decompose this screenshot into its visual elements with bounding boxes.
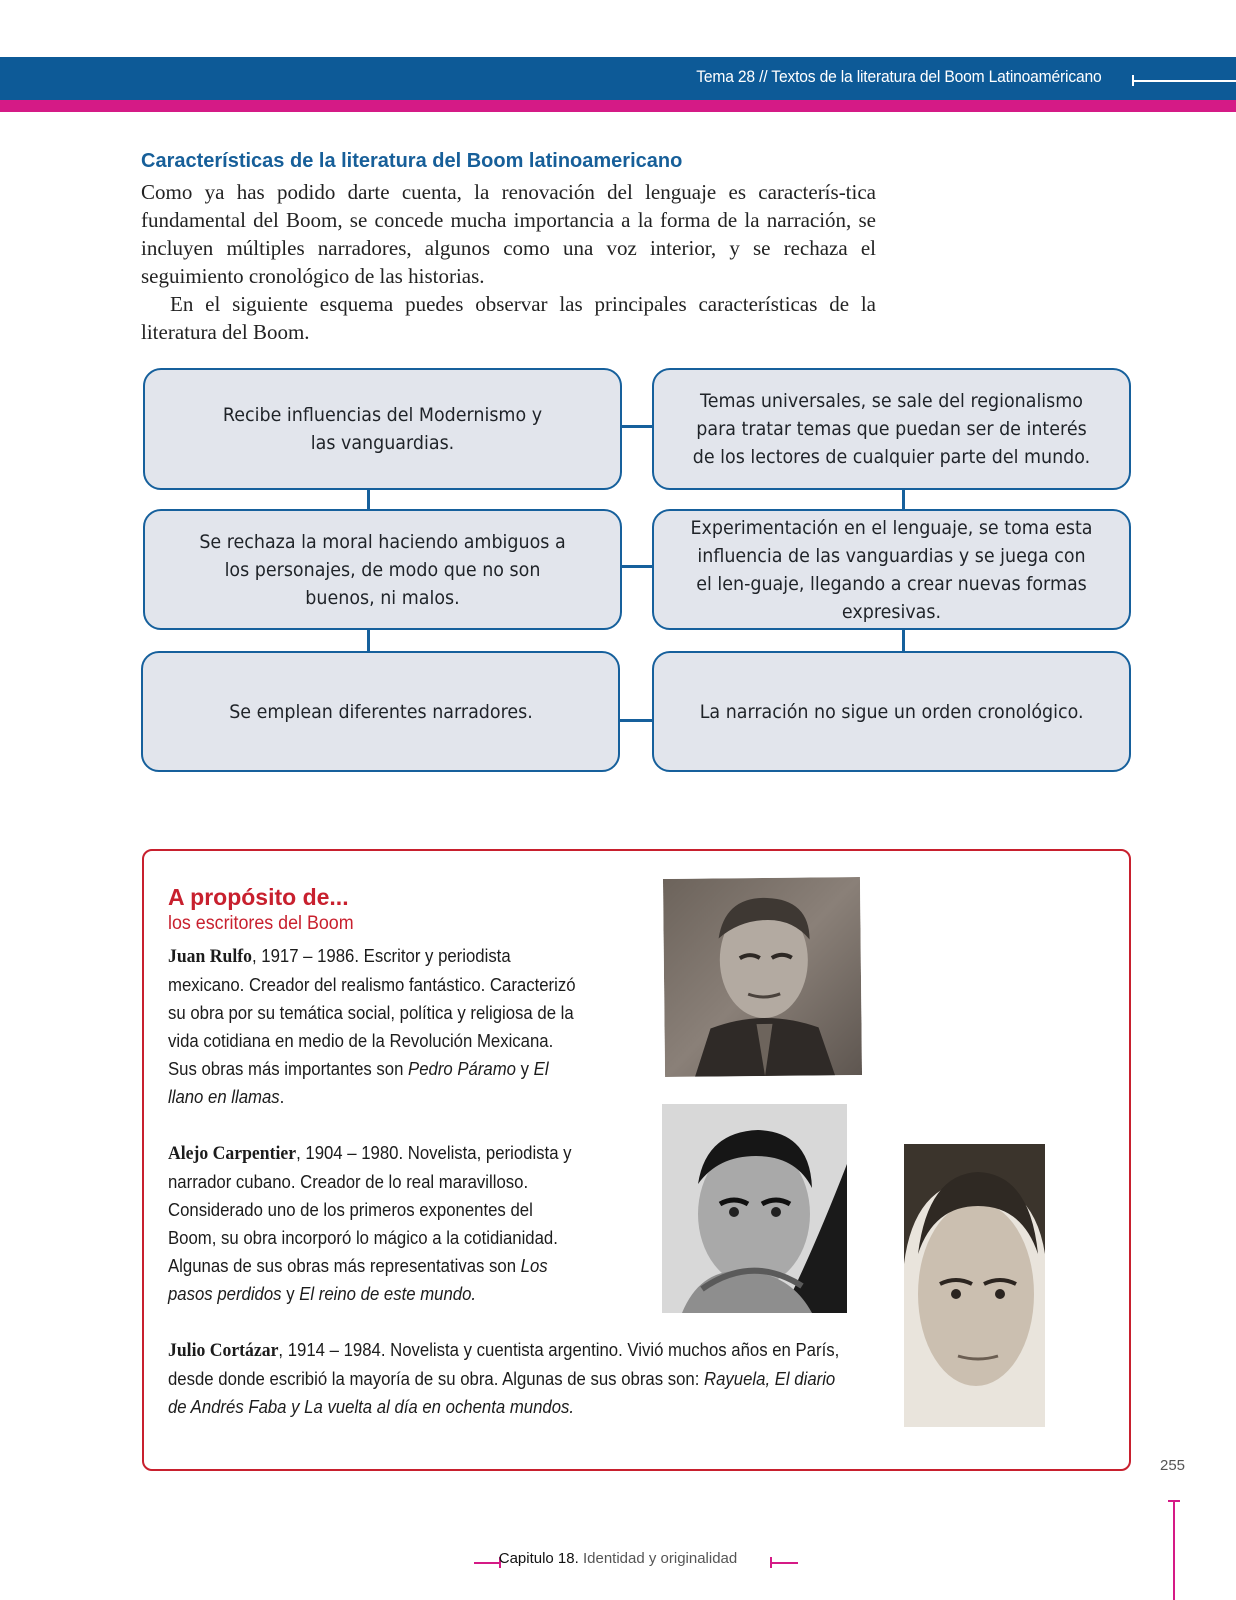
bio-rulfo-text: , 1917 – 1986. Escritor y periodista mexicano. Creador del realismo fantástico. Caracterizó su obra por su temática social, política y religiosa de la vida cotidiana en medio de la Revolución Mexicana. Sus obras más importantes son [168,946,576,1079]
section-heading: Características de la literatura del Boom latinoamericano [141,150,683,172]
bio-carpentier-work1: Los pasos perdidos [168,1256,548,1304]
footer-line-right [770,1562,798,1564]
page-number: 255 [1160,1457,1186,1474]
scheme-box-chronology-text: La narración no sigue un orden cronológico. [699,700,1084,723]
connector-left-2-3 [367,628,370,653]
bio-cortazar-works: Rayuela, El diario de Andrés Faba y La vuelta al día en ochenta mundos. [168,1369,836,1417]
header-line [1132,80,1236,82]
scheme-box-narrators-text: Se emplean diferentes narradores. [228,700,533,723]
photo-julio-cortazar [904,1144,1045,1427]
photo-alejo-carpentier [662,1104,847,1313]
bio-rulfo-name: Juan Rulfo [168,946,252,967]
bio-rulfo [168,942,618,1111]
connector-row1 [620,425,654,428]
scheme-box-narrators [141,651,620,772]
scheme-box-language-experimentation-text: Experimentación en el lenguaje, se toma esta influencia de las vanguardias y se juega con el len-guaje, llegando a crear nuevas formas expresivas. [690,516,1093,623]
intro-text [141,178,876,346]
bio-rulfo-work2: El llano en llamas [168,1059,549,1107]
footer [0,1550,1236,1567]
bio-cortazar-name: Julio Cortázar [168,1340,279,1361]
scheme-box-influences [143,368,622,490]
scheme-box-language-experimentation [652,509,1131,630]
bio-rulfo-end: . [279,1087,285,1107]
bio-carpentier-name: Alejo Carpentier [168,1143,297,1164]
scheme-box-ambiguous-morality-text: Se rechaza la moral haciendo ambiguos a los personajes, de modo que no son buenos, ni malos. [199,530,566,609]
connector-right-2-3 [902,628,905,653]
intro-paragraph-1: Como ya has podido darte cuenta, la renovación del lenguaje es caracterís-tica fundamental del Boom, se concede mucha importancia a la forma de la narración, se incluyen múltiples narradores, algunos como una voz interior, y se rechaza el seguimiento cronológico de las historias. [141,180,876,288]
bio-cortazar [168,1336,898,1421]
footer-chapter: Capitulo 18. [498,1550,579,1567]
bio-cortazar-text: , 1914 – 1984. Novelista y cuentista argentino. Vivió muchos años en París, desde donde escribió la mayoría de su obra. Algunas de sus obras son: [168,1340,840,1389]
header-title: Tema 28 // Textos de la literatura del Boom Latinoaméricano [696,67,1102,86]
connector-row2 [620,565,654,568]
bio-carpentier-text: , 1904 – 1980. Novelista, periodista y narrador cubano. Creador de lo real maravilloso. Considerado uno de los primeros exponentes del Boom, su obra incorporó lo mágico a la cotidianidad. Algunas de sus obras más representativas son [168,1143,572,1276]
scheme-box-chronology [652,651,1131,772]
bio-carpentier-connector: y [281,1284,300,1304]
scheme-box-ambiguous-morality [143,509,622,630]
scheme-box-universal-themes [652,368,1131,490]
proposito-subtitle: los escritores del Boom [168,913,354,934]
footer-chapter-title: Identidad y originalidad [578,1550,738,1567]
scheme-box-influences-text: Recibe influencias del Modernismo y las vanguardias. [222,404,543,454]
header-stripe [0,100,1236,112]
photo-juan-rulfo [663,877,862,1077]
proposito-title: A propósito de... [168,884,349,910]
scheme-box-universal-themes-text: Temas universales, se sale del regionalismo para tratar temas que puedan ser de interés de los lectores de cualquier parte del mundo. [692,390,1091,468]
connector-row3 [618,719,654,722]
bio-rulfo-work1: Pedro Páramo [408,1059,516,1079]
intro-paragraph-2: En el siguiente esquema puedes observar las principales características de la literatura del Boom. [141,292,876,344]
bio-rulfo-connector: y [515,1059,534,1079]
bio-carpentier-work2: El reino de este mundo. [299,1284,477,1304]
bio-carpentier [168,1139,613,1308]
